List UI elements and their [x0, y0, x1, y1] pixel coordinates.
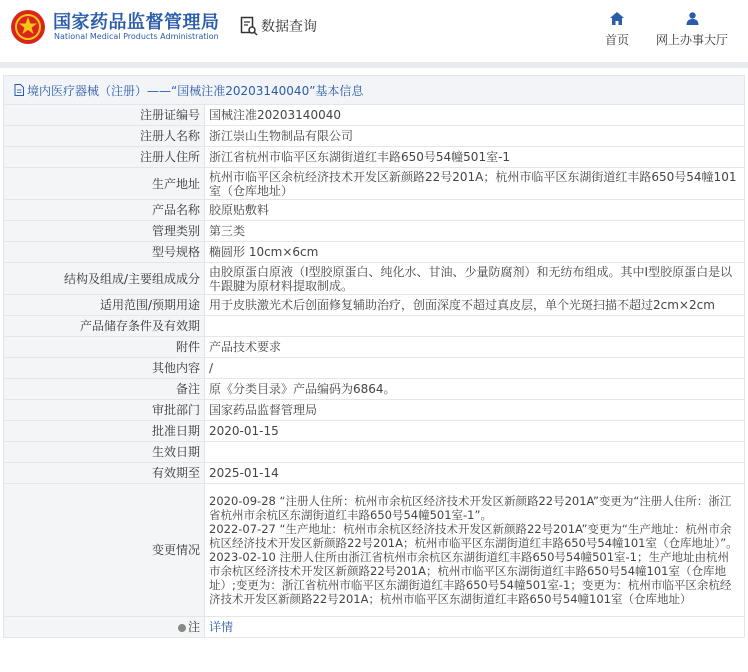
table-row [4, 484, 745, 617]
row-value: / [205, 358, 745, 379]
table-row [4, 617, 745, 638]
row-value: 浙江崇山生物制品有限公司 [205, 126, 745, 147]
org-name-en: National Medical Products Administration [54, 32, 219, 41]
row-label: 其他内容 [4, 358, 205, 379]
row-value: 第三类 [205, 221, 745, 242]
table-row [4, 147, 745, 168]
change-entry: 2022-07-27 “生产地址：杭州市余杭区经济技术开发区新颜路22号201A”变更为“生产地址：杭州市余杭区经济技术开发区新颜路22号201A；杭州市临平区东湖街道红丰路650号54幢101室（仓库地址）”。 [209, 522, 738, 550]
table-row [4, 463, 745, 484]
row-value: 国械注准20203140040 [205, 105, 745, 126]
row-label: 注册证编号 [4, 105, 205, 126]
row-label: 结构及组成/主要组成成分 [4, 263, 205, 295]
row-label: 批准日期 [4, 421, 205, 442]
row-label: 型号规格 [4, 242, 205, 263]
table-row [4, 242, 745, 263]
org-name-cn: 国家药品监督管理局 [53, 12, 220, 33]
table-row [4, 421, 745, 442]
row-value: 用于皮肤激光术后创面修复辅助治疗，创面深度不超过真皮层，单个光斑扫描不超过2cm×2cm [205, 295, 745, 316]
details-link[interactable]: 详情 [209, 620, 234, 634]
table-row [4, 263, 745, 295]
note-label: 注 [187, 620, 200, 634]
nav-home-label: 首页 [604, 33, 629, 47]
registration-detail-table [3, 104, 745, 638]
row-label: 适用范围/预期用途 [4, 295, 205, 316]
table-row [4, 337, 745, 358]
table-row [4, 358, 745, 379]
table-row [4, 126, 745, 147]
row-label: 附件 [4, 337, 205, 358]
table-row [4, 221, 745, 242]
nav-online-office[interactable] [652, 12, 732, 48]
nav-office-label: 网上办事大厅 [655, 33, 728, 47]
table-row [4, 316, 745, 337]
table-row [4, 200, 745, 221]
national-emblem-icon [10, 9, 46, 45]
table-row [4, 295, 745, 316]
row-value [205, 316, 745, 337]
row-value: 杭州市临平区余杭经济技术开发区新颜路22号201A；杭州市临平区东湖街道红丰路650号54幢101室（仓库地址） [205, 168, 745, 200]
row-label: 有效期至 [4, 463, 205, 484]
document-icon [14, 84, 24, 96]
table-row [4, 105, 745, 126]
row-label: 备注 [4, 379, 205, 400]
row-label [4, 617, 205, 638]
row-label: 管理类别 [4, 221, 205, 242]
row-value [205, 442, 745, 463]
change-entry: 2023-02-10 注册人住所由浙江省杭州市余杭区东湖街道红丰路650号54幢501室-1；生产地址由杭州市余杭区经济技术开发区新颜路22号201A；杭州市临平区东湖街道红丰路650号54幢101室（仓库地址）;变更为：浙江省杭州市临平区东湖街道红丰路650号54幢501室-1；变更为：杭州市临平区余杭经济技术开发区新颜路22号201A；杭州市临平区东湖街道红丰路650号54幢101室（仓库地址） [209, 550, 732, 606]
table-row [4, 379, 745, 400]
row-value: 原《分类目录》产品编码为6864。 [205, 379, 745, 400]
note-icon [178, 624, 186, 632]
row-label: 产品储存条件及有效期 [4, 316, 205, 337]
row-value: 2020-01-15 [205, 421, 745, 442]
site-header [0, 0, 748, 62]
data-query-link[interactable] [240, 16, 317, 36]
change-history [205, 484, 745, 617]
row-value: 国家药品监督管理局 [205, 400, 745, 421]
row-label: 注册人名称 [4, 126, 205, 147]
table-row [4, 442, 745, 463]
row-value: 胶原贴敷料 [205, 200, 745, 221]
change-entry: 2020-09-28 “注册人住所：杭州市余杭区经济技术开发区新颜路22号201A”变更为“注册人住所：浙江省杭州市余杭区东湖街道红丰路650号54幢501室-1”。 [209, 494, 732, 522]
user-icon [686, 12, 699, 25]
row-value: 由胶原蛋白原液（Ⅰ型胶原蛋白、纯化水、甘油、少量防腐剂）和无纺布组成。其中Ⅰ型胶原蛋白是以牛跟腱为原材料提取制成。 [205, 263, 745, 295]
breadcrumb-text: 境内医疗器械（注册）——“国械注准20203140040”基本信息 [27, 83, 364, 98]
row-label: 生效日期 [4, 442, 205, 463]
document-search-icon [240, 16, 258, 36]
row-label: 变更情况 [4, 484, 205, 617]
row-value: 椭圆形 10cm×6cm [205, 242, 745, 263]
row-label: 注册人住所 [4, 147, 205, 168]
nav-home[interactable] [600, 12, 634, 48]
home-icon [610, 12, 624, 25]
table-row [4, 400, 745, 421]
header-divider [0, 62, 748, 68]
breadcrumb [3, 75, 745, 104]
table-row [4, 168, 745, 200]
row-value: 2025-01-14 [205, 463, 745, 484]
row-label: 审批部门 [4, 400, 205, 421]
row-value: 浙江省杭州市临平区东湖街道红丰路650号54幢501室-1 [205, 147, 745, 168]
row-value: 产品技术要求 [205, 337, 745, 358]
data-query-label: 数据查询 [261, 19, 317, 35]
row-label: 生产地址 [4, 168, 205, 200]
row-label: 产品名称 [4, 200, 205, 221]
